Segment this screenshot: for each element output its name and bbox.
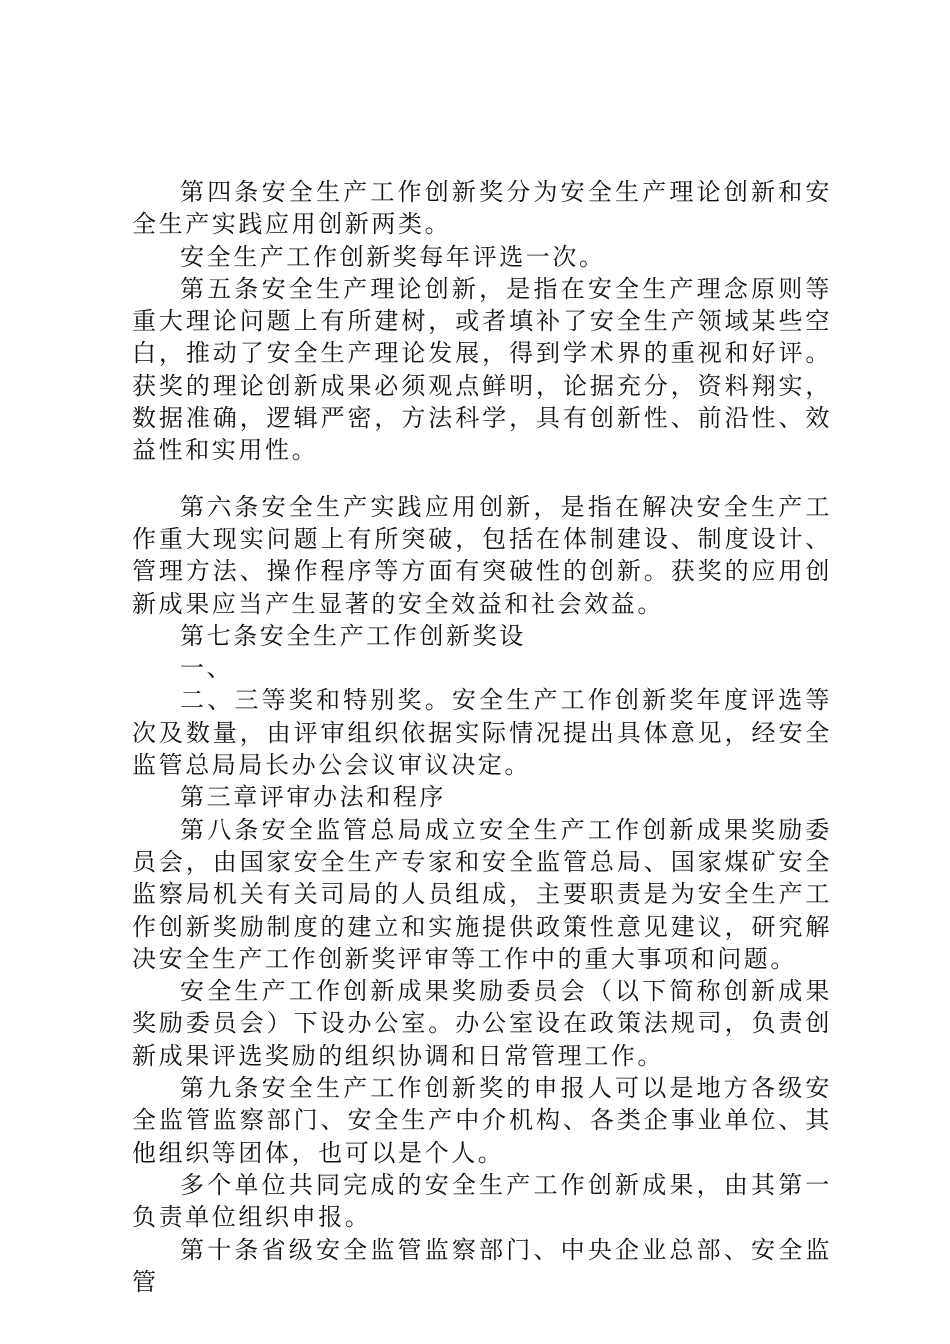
paragraph-article-8: 第八条安全监管总局成立安全生产工作创新成果奖励委员会，由国家安全生产专家和安全监管总局、国家煤矿安全监察局机关有关司局的人员组成，主要职责是为安全生产工作创新奖励制度的建立和实施提供政策性意见建议，研究解决安全生产工作创新奖评审等工作中的重大事项和问题。 (132, 815, 832, 973)
paragraph-article-4: 第四条安全生产工作创新奖分为安全生产理论创新和安全生产实践应用创新两类。 (132, 178, 832, 239)
paragraph-article-10: 第十条省级安全监管监察部门、中央企业总部、安全监管 (132, 1235, 832, 1296)
paragraph-annual-selection: 安全生产工作创新奖每年评选一次。 (180, 242, 606, 271)
paragraph-article-7: 第七条安全生产工作创新奖设 (180, 621, 526, 650)
paragraph-item-two-three: 二、三等奖和特别奖。安全生产工作创新奖年度评选等次及数量，由评审组织依据实际情况提出具体意见，经安全监管总局局长办公会议审议决定。 (132, 686, 832, 780)
paragraph-article-6: 第六条安全生产实践应用创新，是指在解决安全生产工作重大现实问题上有所突破，包括在体制建设、制度设计、管理方法、操作程序等方面有突破性的创新。获奖的应用创新成果应当产生显著的安全效益和社会效益。 (132, 492, 832, 618)
paragraph-article-5: 第五条安全生产理论创新，是指在安全生产理念原则等重大理论问题上有所建树，或者填补了安全生产领域某些空白，推动了安全生产理论发展，得到学术界的重视和好评。获奖的理论创新成果必须观点鲜明，论据充分，资料翔实，数据准确，逻辑严密，方法科学，具有创新性、前沿性、效益性和实用性。 (132, 274, 832, 465)
paragraph-committee-office: 安全生产工作创新成果奖励委员会（以下简称创新成果奖励委员会）下设办公室。办公室设在政策法规司，负责创新成果评选奖励的组织协调和日常管理工作。 (132, 977, 832, 1070)
paragraph-joint-application: 多个单位共同完成的安全生产工作创新成果，由其第一负责单位组织申报。 (132, 1170, 832, 1232)
paragraph-article-9: 第九条安全生产工作创新奖的申报人可以是地方各级安全监管监察部门、安全生产中介机构、各类企事业单位、其他组织等团体，也可以是个人。 (132, 1074, 832, 1167)
chapter-3-heading: 第三章评审办法和程序 (180, 783, 446, 812)
paragraph-item-one: 一、 (180, 654, 234, 683)
document-body (132, 176, 832, 1298)
